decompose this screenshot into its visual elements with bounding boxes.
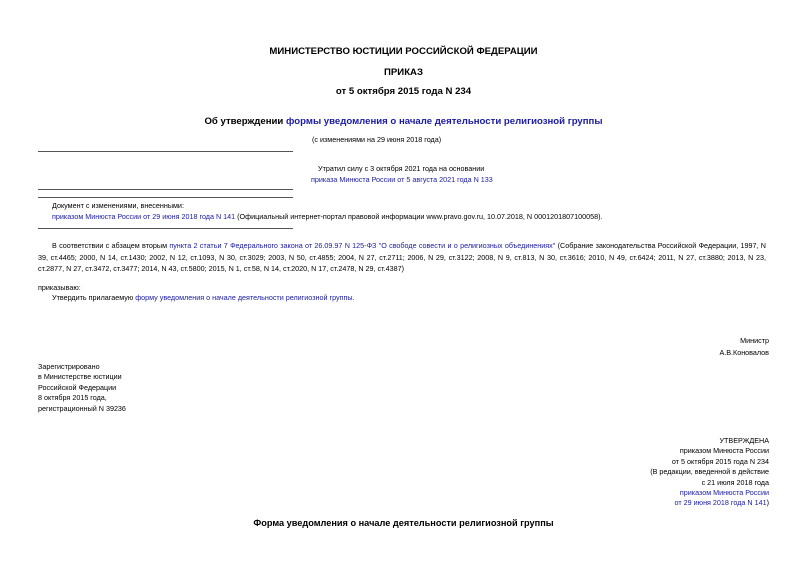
signature-name: А.В.Коновалов	[719, 348, 769, 357]
registration-line: 8 октября 2015 года,	[38, 393, 107, 403]
preamble-paragraph	[38, 240, 766, 275]
lost-force-note: Утратил силу с 3 октября 2021 года на основании	[318, 164, 485, 173]
approved-line: от 5 октября 2015 года N 234	[671, 456, 769, 466]
order-label: приказываю:	[38, 283, 81, 292]
changes-label: Документ с изменениями, внесенными:	[52, 201, 184, 210]
divider-line	[38, 228, 293, 229]
lost-force-link[interactable]: приказа Минюста России от 5 августа 2021 года N 133	[311, 175, 493, 184]
title-prefix: Об утверждении	[204, 116, 286, 127]
registration-block	[38, 362, 126, 414]
title-form-link[interactable]: формы уведомления о начале деятельности религиозной группы	[285, 116, 603, 127]
changes-source: (Официальный интернет-портал правовой информации www.pravo.gov.ru, 10.07.2018, N 0001201807100058).	[235, 212, 603, 221]
signature-block	[719, 335, 769, 359]
approved-order-date-link[interactable]: от 29 июня 2018 года N 141	[674, 498, 767, 508]
registration-line: регистрационный N 39236	[38, 403, 126, 413]
approved-line: (В редакции, введенной в действие	[650, 467, 769, 477]
registration-line: в Министерстве юстиции	[38, 372, 122, 382]
order-form-link[interactable]: форму уведомления о начале деятельности религиозной группы	[135, 293, 353, 302]
changes-order-link[interactable]: приказом Минюста России от 29 июня 2018 года N 141	[52, 212, 236, 221]
federal-law-link[interactable]: пункта 2 статьи 7 Федерального закона от 26.09.97 N 125-ФЗ "О свободе совести и о религиозных объединениях"	[169, 241, 556, 250]
approved-close: )	[766, 498, 769, 508]
form-title: Форма уведомления о начале деятельности религиозной группы	[253, 518, 554, 528]
preamble-start: В соответствии с абзацем вторым	[52, 241, 170, 250]
doc-type-heading: ПРИКАЗ	[384, 67, 423, 78]
order-item-end: .	[352, 293, 355, 302]
changes-line	[52, 211, 602, 223]
divider-line	[38, 189, 293, 190]
amended-note: (с изменениями на 29 июня 2018 года)	[312, 135, 442, 144]
approved-block	[650, 436, 769, 509]
registration-line: Зарегистрировано	[38, 362, 100, 371]
document-title	[0, 116, 807, 127]
approved-line: УТВЕРЖДЕНА	[719, 436, 769, 445]
order-item	[52, 292, 355, 304]
order-item-start: Утвердить прилагаемую	[52, 293, 136, 302]
approved-line: с 21 июля 2018 года	[701, 477, 769, 487]
registration-line: Российской Федерации	[38, 382, 117, 392]
approved-line: приказом Минюста России	[679, 446, 769, 456]
divider-line	[38, 197, 293, 198]
approved-order-link[interactable]: приказом Минюста России	[679, 488, 769, 498]
signature-position: Министр	[740, 336, 769, 345]
doc-date-heading: от 5 октября 2015 года N 234	[335, 86, 472, 97]
ministry-heading: МИНИСТЕРСТВО ЮСТИЦИИ РОССИЙСКОЙ ФЕДЕРАЦИИ	[269, 46, 538, 57]
divider-line	[38, 151, 293, 152]
preamble-rest: (Собрание законодательства Российской Федерации, 1997, N 39, ст.4465; 2000, N 14, ст.1430; 2002, N 12, ст.1093, N 30, ст.3029; 2003, N 50, ст.4855; 2004, N 27, ст.2711; 2006, N 29, ст.3122; 2008, N 9, ст.813, N 30, ст.3616; 2010, N 49, ст.6424; 2011, N 27, ст.3880; 2013, N 23, ст.2877, N 27, ст.3472, ст.3477; 2014, N 43, ст.5800; 2015, N 1, ст.58, N 14, ст.2020, N 17, ст.2478, N 29, ст.4387)	[38, 241, 766, 273]
